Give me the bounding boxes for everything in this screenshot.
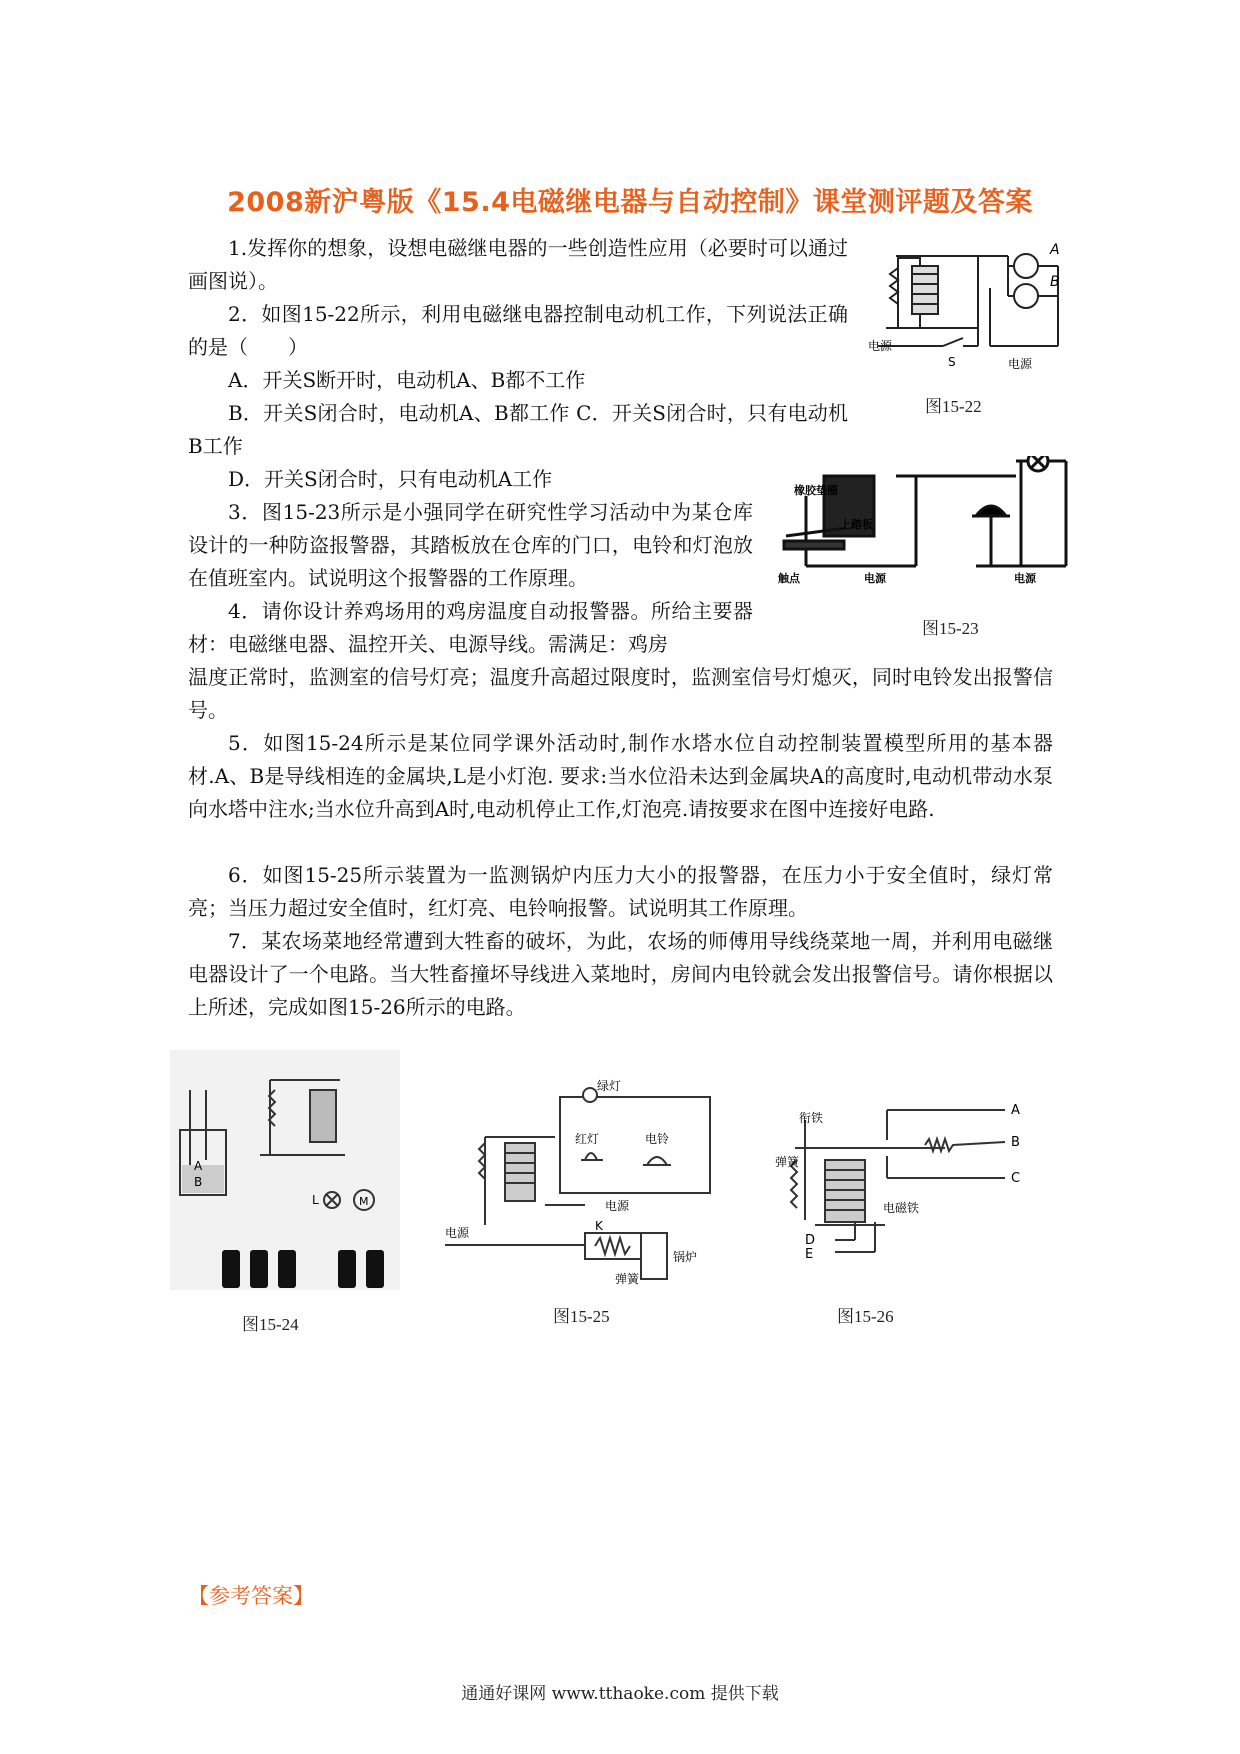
- figure-15-23-caption: 图15-23: [922, 619, 979, 638]
- question-2-option-b-c: B．开关S闭合时，电动机A、B都工作 C．开关S闭合时，只有电动机B工作: [188, 401, 848, 458]
- page-footer: 通通好课网 www.tthaoke.com 提供下载: [461, 1684, 779, 1704]
- label-power-1: 电源: [868, 339, 893, 353]
- page-title: 2008新沪粤版《15.4电磁继电器与自动控制》课堂测评题及答案: [227, 187, 1033, 218]
- question-5: 5．如图15-24所示是某位同学课外活动时,制作水塔水位自动控制装置模型所用的基本器材.A、B是导线相连的金属块,L是小灯泡. 要求:当水位沿未达到金属块A的高度时,电动机带动水泵向水塔中注水;当水位升高到A时,电动机停止工作,灯泡亮.请按要求在图中连接好电路.: [188, 731, 1053, 821]
- relay-motor-diagram: [868, 228, 1068, 378]
- label-terminal-d: D: [805, 1233, 816, 1248]
- question-2: 2．如图15-22所示，利用电磁继电器控制电动机工作，下列说法正确的是（ ）: [188, 302, 848, 359]
- figure-15-26: [775, 1100, 1035, 1290]
- figure-15-23: [776, 456, 1076, 586]
- label-armature: 衔铁: [799, 1111, 824, 1125]
- label-motor-b: B: [1050, 274, 1060, 290]
- label-power-2: 电源: [1008, 357, 1033, 371]
- label-pedal: 上踏板: [840, 518, 873, 531]
- question-6: 6．如图15-25所示装置为一监测锅炉内压力大小的报警器，在压力小于安全值时，绿灯常亮；当压力超过安全值时，红灯亮、电铃响报警。试说明其工作原理。: [188, 863, 1053, 920]
- label-power-2: 电源: [1014, 572, 1036, 585]
- label-switch-k: K: [595, 1219, 603, 1233]
- label-contact: 触点: [778, 572, 800, 585]
- figure-15-24-caption: 图15-24: [242, 1315, 299, 1334]
- question-4-part-2: 温度正常时，监测室的信号灯亮；温度升高超过限度时，监测室信号灯熄灭，同时电铃发出报警信号。: [188, 665, 1053, 722]
- label-electromagnet: 电磁铁: [883, 1201, 920, 1215]
- question-2-option-d: D．开关S闭合时，只有电动机A工作: [228, 467, 553, 491]
- question-7: 7．某农场菜地经常遭到大牲畜的破坏，为此，农场的师傅用导线绕菜地一周，并利用电磁继电器设计了一个电路。当大牲畜撞坏导线进入菜地时，房间内电铃就会发出报警信号。请你根据以上所述，完成如图15-26所示的电路。: [188, 929, 1053, 1019]
- label-motor-m: M: [359, 1195, 369, 1208]
- label-spring: 弹簧: [775, 1155, 800, 1169]
- figure-15-26-caption: 图15-26: [837, 1307, 894, 1326]
- figure-15-22-caption: 图15-22: [925, 397, 982, 416]
- question-4-part-1: 4．请你设计养鸡场用的鸡房温度自动报警器。所给主要器材：电磁继电器、温控开关、电源导线。需满足：鸡房: [188, 599, 753, 656]
- label-terminal-e: E: [805, 1247, 814, 1262]
- label-lamp-l: L: [312, 1193, 319, 1207]
- label-terminal-c: C: [1011, 1171, 1021, 1186]
- label-block-a: A: [194, 1159, 203, 1173]
- farm-alarm-relay-diagram: [775, 1100, 1035, 1290]
- label-boiler: 锅炉: [673, 1250, 698, 1264]
- question-1: 1.发挥你的想象，设想电磁继电器的一些创造性应用（必要时可以通过画图说）。: [188, 236, 848, 293]
- figure-15-25: [445, 1065, 715, 1295]
- figure-15-22: [868, 228, 1068, 378]
- label-terminal-b: B: [1011, 1135, 1020, 1150]
- boiler-alarm-diagram: [445, 1065, 715, 1295]
- label-power-2: 电源: [445, 1226, 470, 1240]
- label-green-lamp: 绿灯: [597, 1079, 622, 1093]
- label-block-b: B: [194, 1175, 203, 1189]
- label-motor-a: A: [1050, 242, 1060, 258]
- question-2-option-a: A．开关S断开时，电动机A、B都不工作: [228, 368, 586, 392]
- question-3: 3．图15-23所示是小强同学在研究性学习活动中为某仓库设计的一种防盗报警器，其踏板放在仓库的门口，电铃和灯泡放在值班室内。试说明这个报警器的工作原理。: [188, 500, 753, 590]
- figure-15-24: [170, 1050, 400, 1290]
- label-terminal-a: A: [1011, 1103, 1020, 1118]
- label-spring: 弹簧: [615, 1272, 640, 1286]
- label-red-lamp: 红灯: [575, 1132, 600, 1146]
- answer-heading: 【参考答案】: [188, 1584, 314, 1608]
- water-tower-diagram: [170, 1050, 400, 1290]
- label-rubber-ring: 橡胶垫圈: [794, 484, 838, 497]
- label-switch-s: S: [948, 355, 956, 369]
- label-bell: 电铃: [645, 1132, 670, 1146]
- label-power-1: 电源: [864, 572, 886, 585]
- label-power-1: 电源: [605, 1199, 630, 1213]
- burglar-alarm-diagram: [776, 456, 1076, 586]
- figure-15-25-caption: 图15-25: [553, 1307, 610, 1326]
